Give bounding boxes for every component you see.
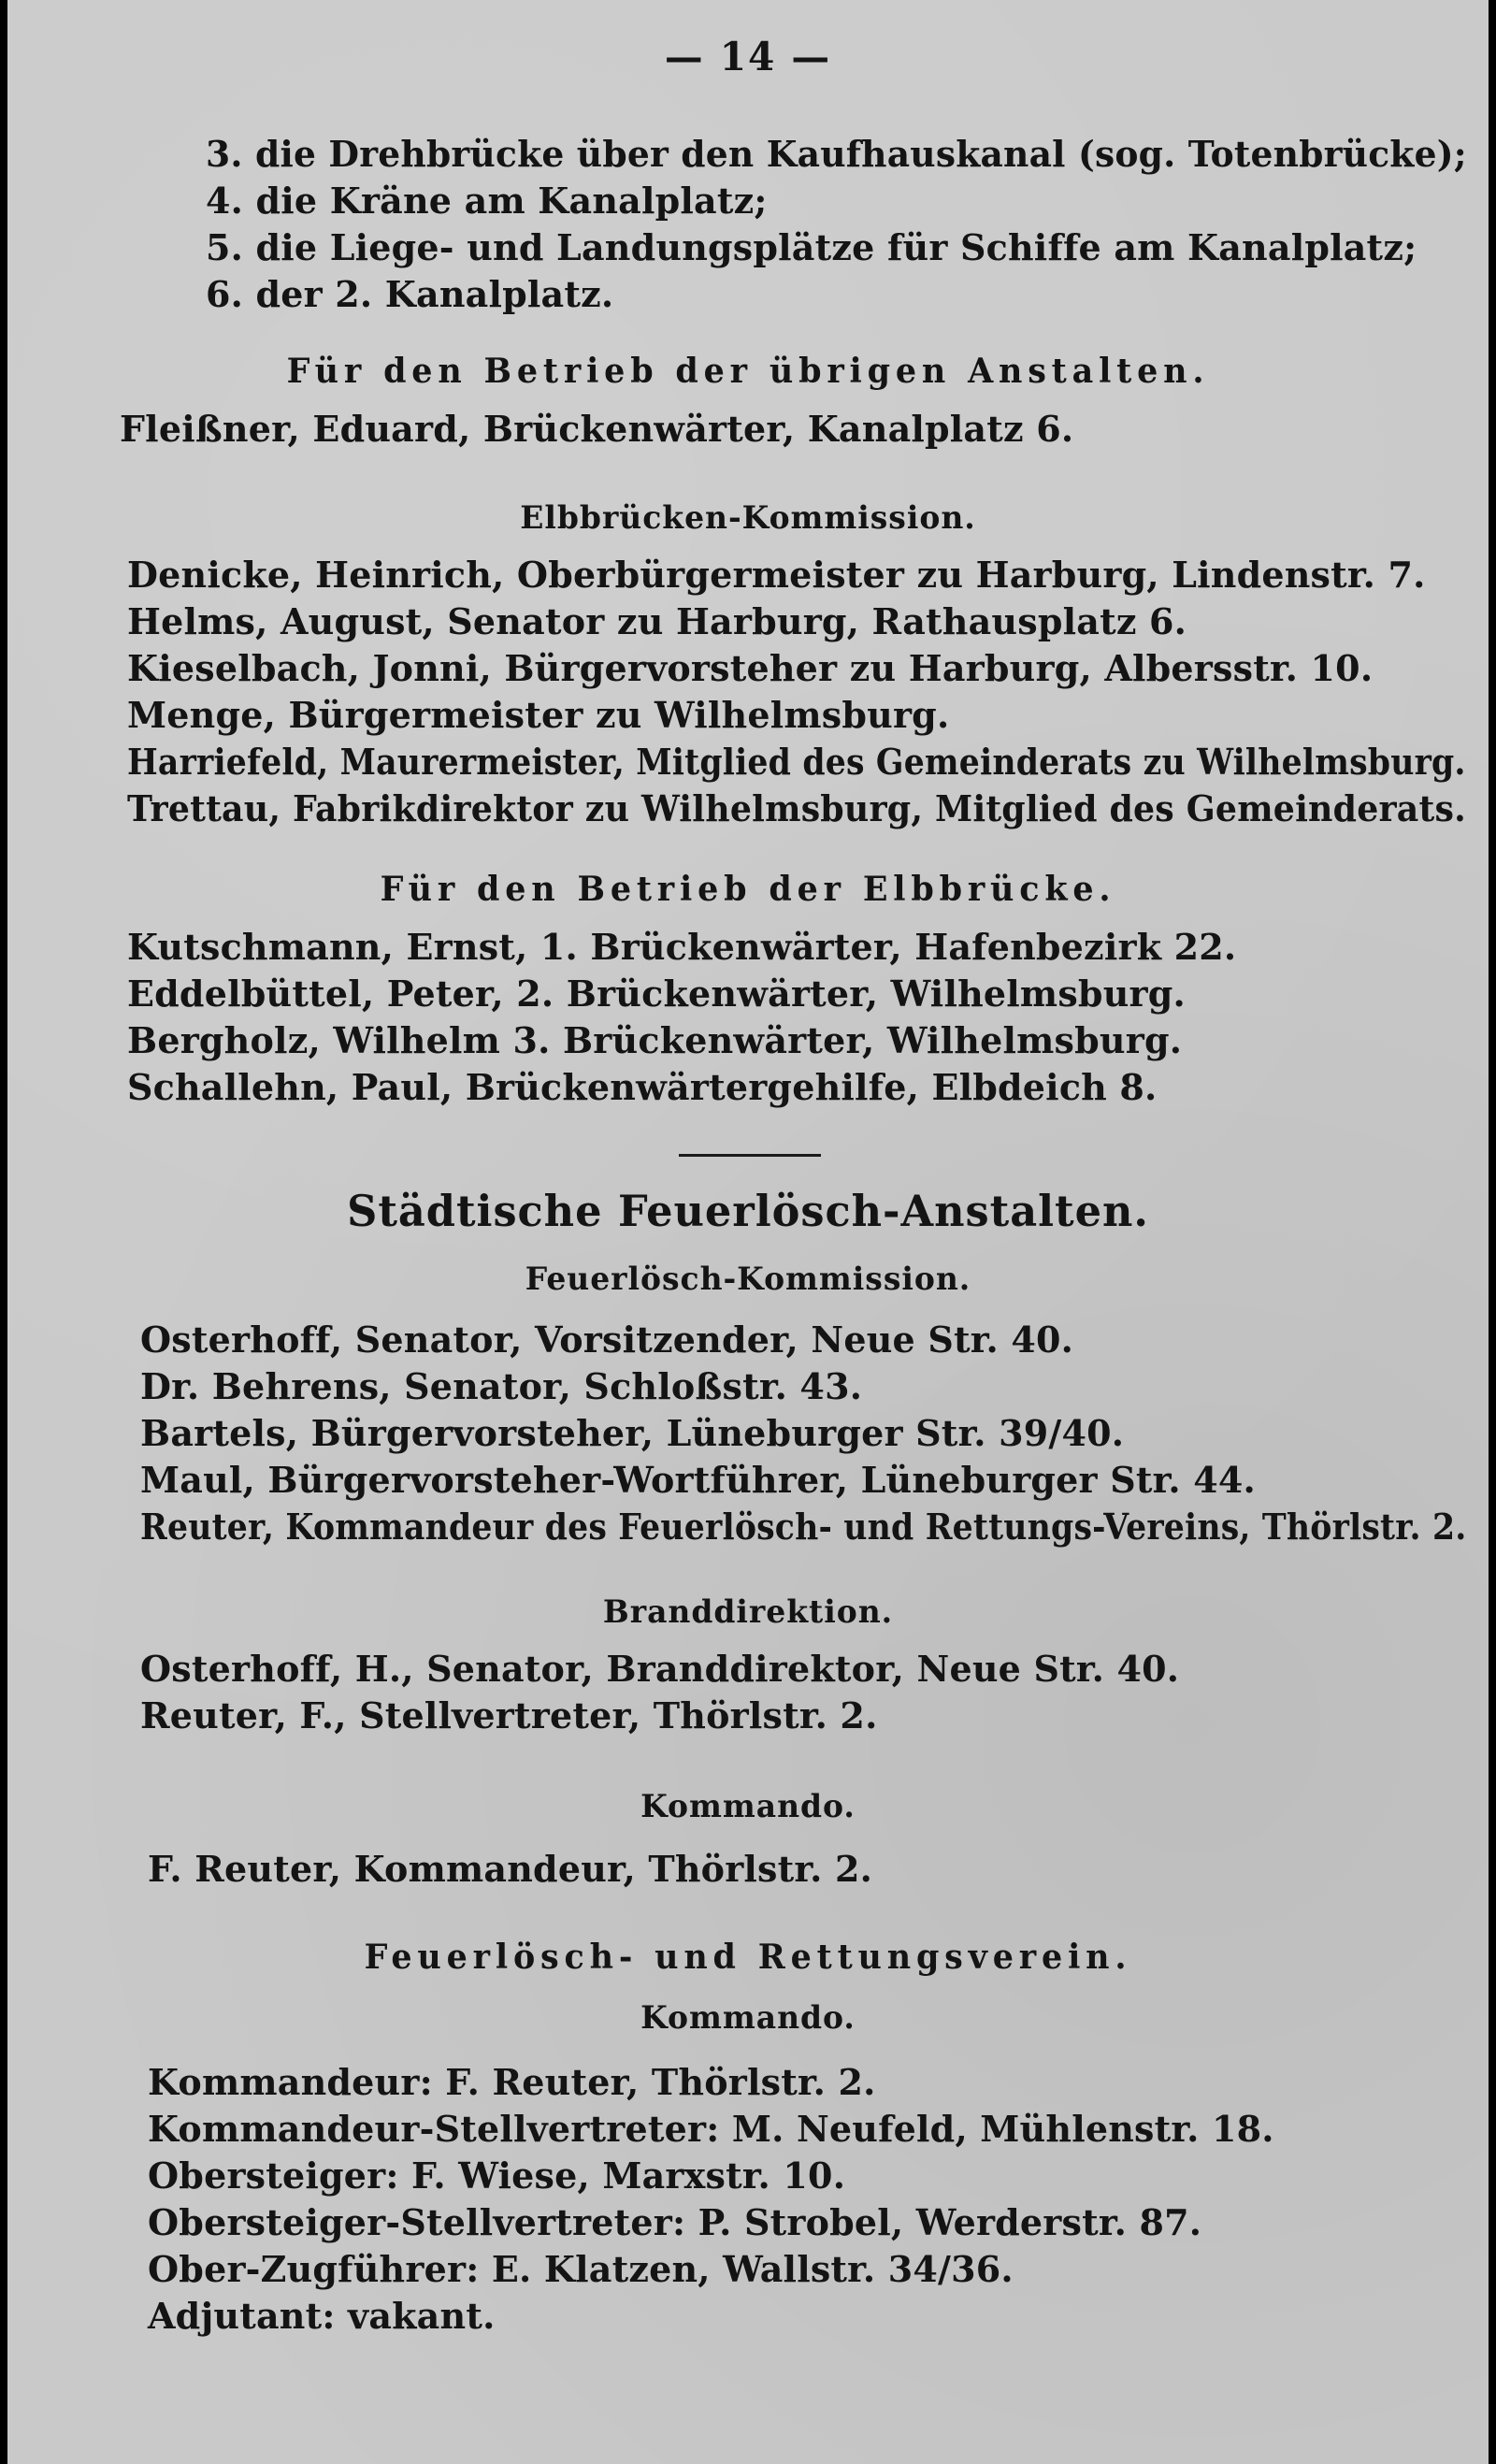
list-item: Adjutant: vakant. bbox=[148, 2295, 496, 2337]
page-number: — 14 — bbox=[664, 34, 832, 79]
list-item: Fleißner, Eduard, Brückenwärter, Kanalplatz 6. bbox=[120, 408, 1074, 450]
list-item: Bartels, Bürgervorsteher, Lüneburger Str. 39/40. bbox=[140, 1412, 1125, 1454]
section-heading-kommando: Kommando. bbox=[640, 1788, 856, 1825]
section-heading-betrieb-elbbruecke: Für den Betrieb der Elbbrücke. bbox=[380, 870, 1116, 909]
list-item: Harriefeld, Maurermeister, Mitglied des Gemeinderats zu Wilhelmsburg. bbox=[127, 741, 1466, 783]
section-heading-verein: Feuerlösch- und Rettungsverein. bbox=[364, 1938, 1132, 1977]
section-subheading-kommando: Kommando. bbox=[640, 1999, 856, 2037]
list-item: Denicke, Heinrich, Oberbürgermeister zu Harburg, Lindenstr. 7. bbox=[127, 554, 1426, 596]
document-page bbox=[7, 0, 1489, 2464]
main-heading: Städtische Feuerlösch-Anstalten. bbox=[347, 1186, 1149, 1236]
list-item: Reuter, F., Stellvertreter, Thörlstr. 2. bbox=[140, 1694, 878, 1736]
list-item: Eddelbüttel, Peter, 2. Brückenwärter, Wilhelmsburg. bbox=[127, 973, 1186, 1015]
list-item: Maul, Bürgervorsteher-Wortführer, Lüneburger Str. 44. bbox=[140, 1459, 1256, 1501]
list-item: Kutschmann, Ernst, 1. Brückenwärter, Hafenbezirk 22. bbox=[127, 926, 1237, 968]
list-item: Kommandeur: F. Reuter, Thörlstr. 2. bbox=[148, 2061, 876, 2103]
list-item: Reuter, Kommandeur des Feuerlösch- und Rettungs-Vereins, Thörlstr. 2. bbox=[140, 1506, 1467, 1548]
list-item: 4. die Kräne am Kanalplatz; bbox=[206, 180, 768, 222]
list-item: Ober-Zugführer: E. Klatzen, Wallstr. 34/36. bbox=[148, 2248, 1014, 2290]
list-item: Dr. Behrens, Senator, Schloßstr. 43. bbox=[140, 1365, 863, 1407]
list-item: Schallehn, Paul, Brückenwärtergehilfe, Elbdeich 8. bbox=[127, 1066, 1158, 1108]
list-item: 5. die Liege- und Landungsplätze für Schiffe am Kanalplatz; bbox=[206, 226, 1417, 268]
list-item: F. Reuter, Kommandeur, Thörlstr. 2. bbox=[148, 1848, 873, 1890]
list-item: Kieselbach, Jonni, Bürgervorsteher zu Harburg, Albersstr. 10. bbox=[127, 647, 1374, 689]
list-item: Trettau, Fabrikdirektor zu Wilhelmsburg, Mitglied des Gemeinderats. bbox=[127, 787, 1466, 829]
section-divider bbox=[679, 1154, 821, 1157]
list-item: Helms, August, Senator zu Harburg, Rathausplatz 6. bbox=[127, 600, 1187, 642]
section-heading-elbbruecken-kommission: Elbbrücken-Kommission. bbox=[520, 499, 976, 537]
list-item: Obersteiger-Stellvertreter: P. Strobel, Werderstr. 87. bbox=[148, 2201, 1202, 2243]
list-item: Obersteiger: F. Wiese, Marxstr. 10. bbox=[148, 2154, 846, 2197]
list-item: Menge, Bürgermeister zu Wilhelmsburg. bbox=[127, 694, 950, 736]
list-item: Kommandeur-Stellvertreter: M. Neufeld, Mühlenstr. 18. bbox=[148, 2108, 1274, 2150]
section-heading-branddirektion: Branddirektion. bbox=[602, 1593, 894, 1631]
list-item: Osterhoff, Senator, Vorsitzender, Neue Str. 40. bbox=[140, 1318, 1074, 1361]
list-item: Bergholz, Wilhelm 3. Brückenwärter, Wilhelmsburg. bbox=[127, 1019, 1183, 1061]
list-item: 6. der 2. Kanalplatz. bbox=[206, 273, 614, 315]
list-item: Osterhoff, H., Senator, Branddirektor, Neue Str. 40. bbox=[140, 1648, 1180, 1690]
section-heading-betrieb-uebrige: Für den Betrieb der übrigen Anstalten. bbox=[286, 352, 1210, 391]
list-item: 3. die Drehbrücke über den Kaufhauskanal (sog. Totenbrücke); bbox=[206, 133, 1467, 175]
section-heading-feuerloesch-kommission: Feuerlösch-Kommission. bbox=[525, 1261, 971, 1298]
